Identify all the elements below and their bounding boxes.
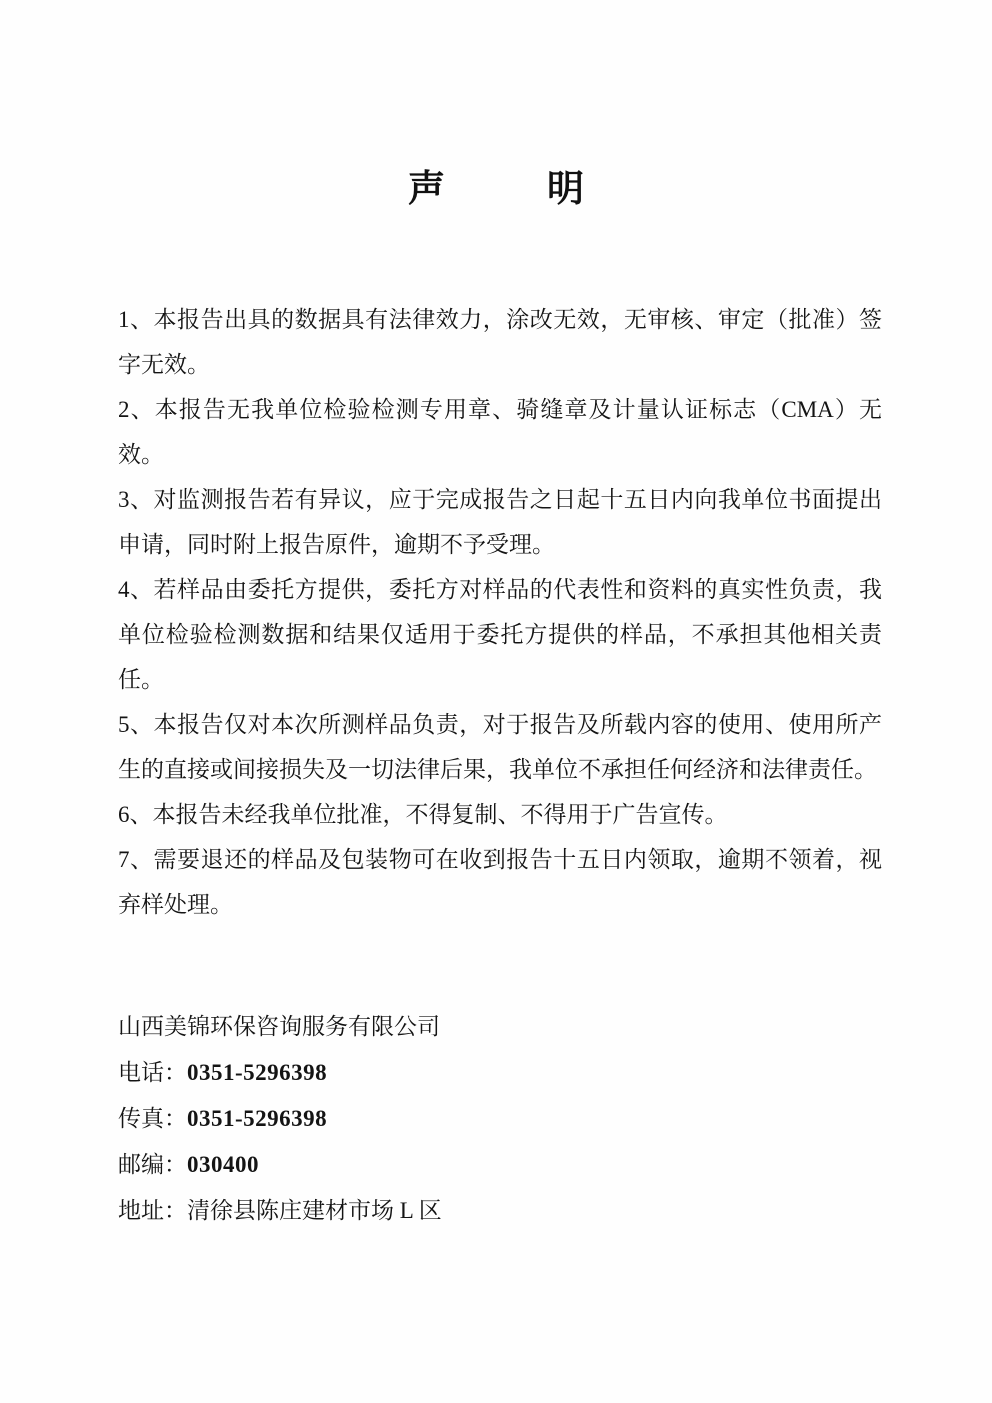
title-char-right: 明 <box>547 169 584 210</box>
company-name: 山西美锦环保咨询服务有限公司 <box>118 1014 440 1039</box>
page-title <box>0 158 992 212</box>
statement-body <box>118 297 882 927</box>
postcode-value: 030400 <box>187 1152 259 1177</box>
phone-label: 电话： <box>118 1060 187 1085</box>
address-value: 清徐县陈庄建材市场 L 区 <box>187 1198 442 1223</box>
statement-clause-4: 4、若样品由委托方提供，委托方对样品的代表性和资料的真实性负责，我单位检验检测数据和结果仅适用于委托方提供的样品，不承担其他相关责任。 <box>118 577 882 692</box>
title-char-left: 声 <box>408 169 445 210</box>
fax-label: 传真： <box>118 1106 187 1131</box>
fax-value: 0351-5296398 <box>187 1106 328 1131</box>
statement-clause-5: 5、本报告仅对本次所测样品负责，对于报告及所载内容的使用、使用所产生的直接或间接损失及一切法律后果，我单位不承担任何经济和法律责任。 <box>118 712 882 782</box>
postcode-line <box>118 1142 442 1188</box>
address-line <box>118 1188 442 1234</box>
address-label: 地址： <box>118 1198 187 1223</box>
statement-clause-2: 2、本报告无我单位检验检测专用章、骑缝章及计量认证标志（CMA）无效。 <box>118 397 882 467</box>
statement-clause-3: 3、对监测报告若有异议，应于完成报告之日起十五日内向我单位书面提出申请，同时附上报告原件，逾期不予受理。 <box>118 487 882 557</box>
fax-line <box>118 1096 442 1142</box>
phone-value: 0351-5296398 <box>187 1060 328 1085</box>
phone-line <box>118 1050 442 1096</box>
statement-clause-6: 6、本报告未经我单位批准，不得复制、不得用于广告宣传。 <box>118 802 728 827</box>
statement-clause-7: 7、需要退还的样品及包装物可在收到报告十五日内领取，逾期不领着，视弃样处理。 <box>118 847 882 917</box>
company-info-block <box>118 1004 442 1234</box>
postcode-label: 邮编： <box>118 1152 187 1177</box>
statement-clause-1: 1、本报告出具的数据具有法律效力，涂改无效，无审核、审定（批准）签字无效。 <box>118 307 882 377</box>
